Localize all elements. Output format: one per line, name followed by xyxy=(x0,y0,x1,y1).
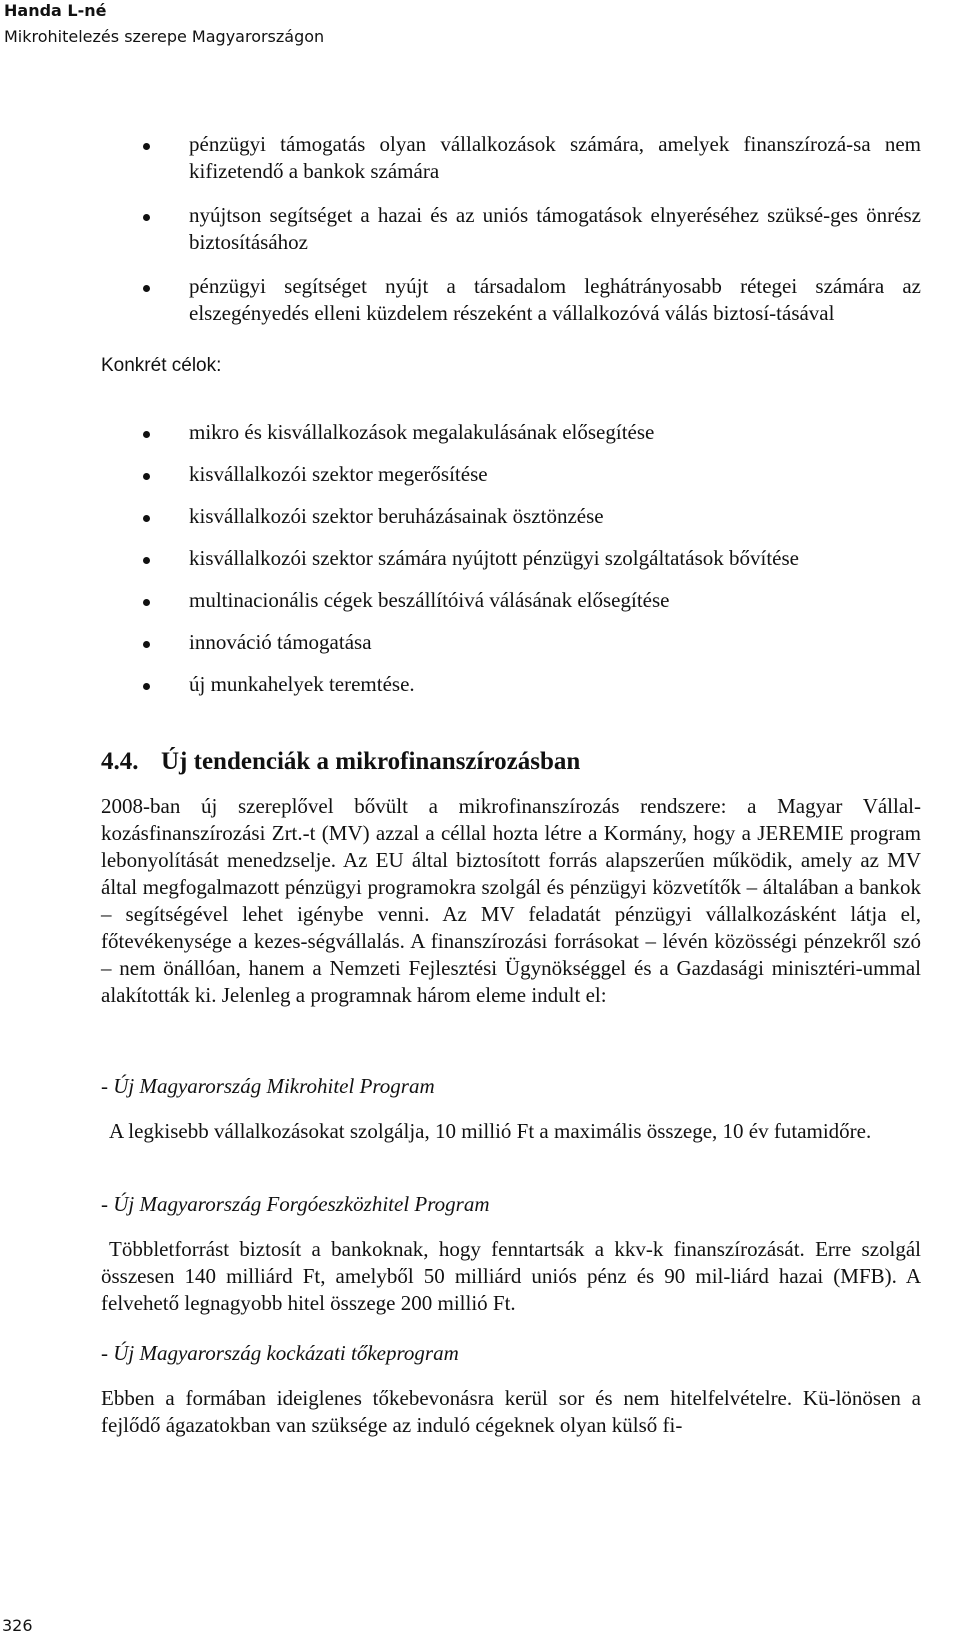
program-text-forgoeszkozhitel: Többletforrást biztosít a bankoknak, hogy fenntartsák a kkv-k finanszírozását. Erre szolgál összesen 140 milliárd Ft, amelyből 50 milliárd uniós pénz és 90 mil-liárd hazai (MFB). A felvehető legnagyobb hitel összege 200 millió Ft. xyxy=(101,1237,921,1315)
running-header-title: Mikrohitelezés szerepe Magyarországon xyxy=(4,27,325,46)
section-number: 4.4. xyxy=(101,748,139,775)
list-item-text: nyújtson segítséget a hazai és az uniós támogatások elnyeréséhez szüksé-ges önrész biztosításához xyxy=(189,203,921,254)
section-title: Új tendenciák a mikrofinanszírozásban xyxy=(161,748,581,775)
list-item-text: kisvállalkozói szektor számára nyújtott pénzügyi szolgáltatások bővítése xyxy=(189,546,799,570)
goals-label: Konkrét célok: xyxy=(101,355,222,376)
list-item-text: multinacionális cégek beszállítóivá válásának elősegítése xyxy=(189,588,670,612)
list-item xyxy=(143,629,921,671)
bullet-icon xyxy=(143,473,150,480)
bullet-icon xyxy=(143,143,150,150)
intro-paragraph: 2008-ban új szereplővel bővült a mikrofinanszírozás rendszere: a Magyar Vállal-kozásfinanszírozási Zrt.-t (MV) azzal a céllal hozta létre a Kormány, hogy a JEREMIE program lebonyolítását menedzselje. Az EU által biztosított forrás alapszerűen működik, amely az MV által megfogalmazott pénzügyi programokra szolgál és pénzügyi közvetítők – általában a bankok – segítségével lehet igénybe venni. Az MV feladatát pénzügyi vállalkozásként látja el, főtevékenysége a kezes-ségvállalás. A finanszírozási forrásokat – lévén közösségi pénzekről szó – nem önállóan, hanem a Nemzeti Fejlesztési Ügynökséggel és a Gazdasági minisztéri-ummal alakították ki. Jelenleg a programnak három eleme indult el: xyxy=(101,794,921,1007)
bullet-icon xyxy=(143,557,150,564)
page-number: 326 xyxy=(2,1616,33,1635)
list-item xyxy=(143,273,921,327)
list-item-text: innováció támogatása xyxy=(189,630,372,654)
list-item-text: pénzügyi segítséget nyújt a társadalom leghátrányosabb rétegei számára az elszegényedés elleni küzdelem részeként a vállalkozóvá válás biztosí-tásával xyxy=(189,274,921,325)
bullet-icon xyxy=(143,431,150,438)
list-item xyxy=(143,671,921,713)
section-heading xyxy=(101,746,580,778)
list-item-text: kisvállalkozói szektor beruházásainak ösztönzése xyxy=(189,504,604,528)
bullet-icon xyxy=(143,683,150,690)
list-item xyxy=(143,461,921,503)
list-item-text: pénzügyi támogatás olyan vállalkozások számára, amelyek finanszírozá-sa nem kifizetendő a bankok számára xyxy=(189,132,921,183)
objectives-bullet-list xyxy=(143,131,921,344)
bullet-icon xyxy=(143,641,150,648)
list-item xyxy=(143,545,921,587)
list-item-text: új munkahelyek teremtése. xyxy=(189,672,415,696)
list-item-text: kisvállalkozói szektor megerősítése xyxy=(189,462,488,486)
list-item xyxy=(143,503,921,545)
program-text-mikrohitel: A legkisebb vállalkozásokat szolgálja, 10 millió Ft a maximális összege, 10 év futamidőre. xyxy=(109,1119,872,1143)
goals-bullet-list xyxy=(143,419,921,713)
list-item xyxy=(143,131,921,185)
running-header-author: Handa L-né xyxy=(4,1,107,20)
bullet-icon xyxy=(143,599,150,606)
program-text-kockazati-tokeprogram: Ebben a formában ideiglenes tőkebevonásra kerül sor és nem hitelfelvételre. Kü-lönösen a fejlődő ágazatokban van szüksége az induló cégeknek olyan külső fi- xyxy=(101,1386,921,1437)
bullet-icon xyxy=(143,285,150,292)
bullet-icon xyxy=(143,214,150,221)
list-item xyxy=(143,202,921,256)
bullet-icon xyxy=(143,515,150,522)
list-item xyxy=(143,587,921,629)
list-item-text: mikro és kisvállalkozások megalakulásának elősegítése xyxy=(189,420,655,444)
program-title-kockazati-tokeprogram: - Új Magyarország kockázati tőkeprogram xyxy=(101,1341,459,1365)
list-item xyxy=(143,419,921,461)
program-title-mikrohitel: - Új Magyarország Mikrohitel Program xyxy=(101,1074,435,1098)
program-title-forgoeszkozhitel: - Új Magyarország Forgóeszközhitel Program xyxy=(101,1192,490,1216)
